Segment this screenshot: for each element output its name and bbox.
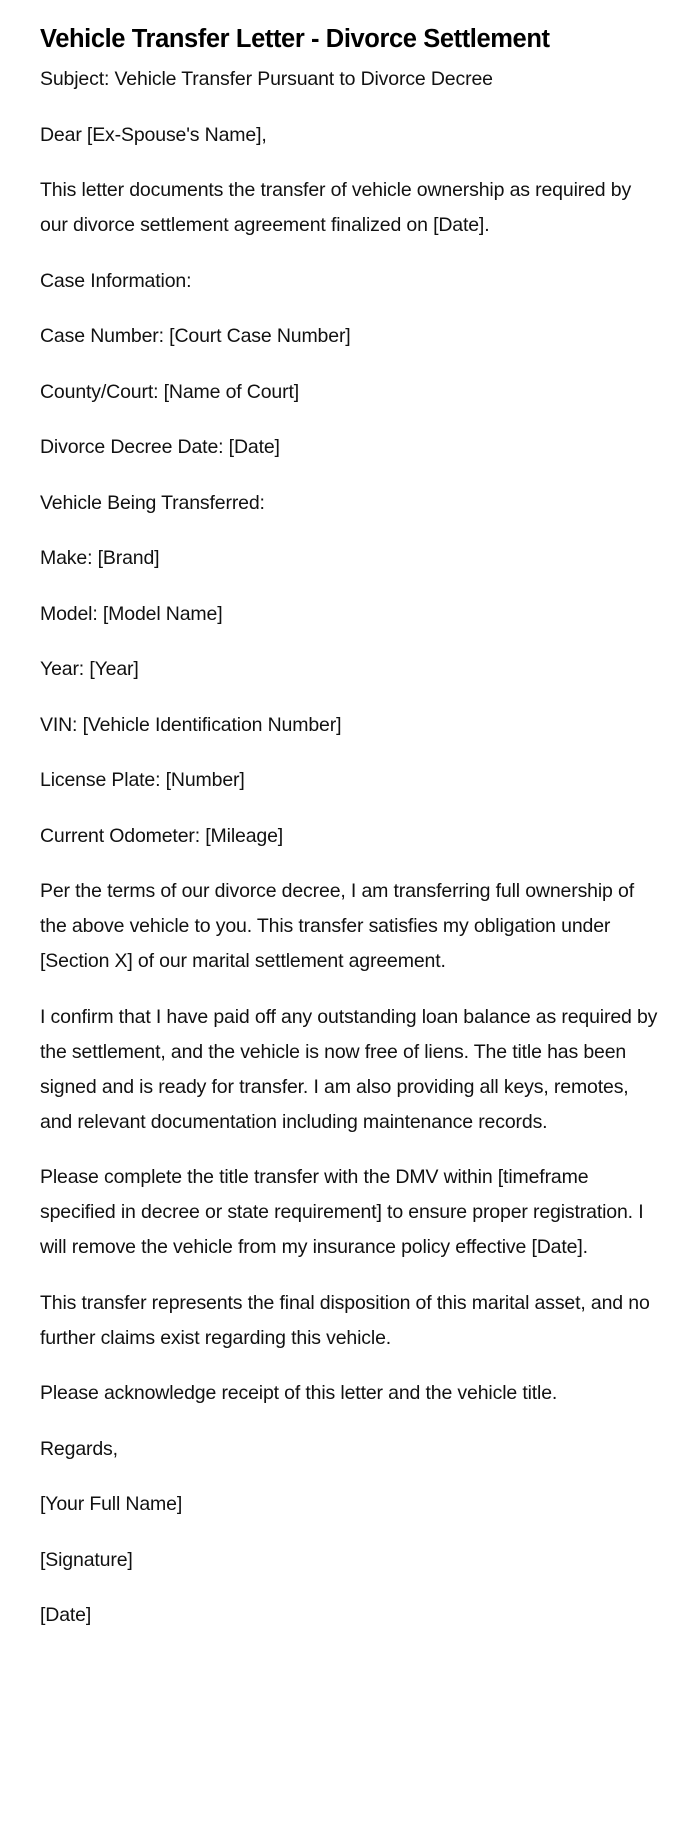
body-paragraph-acknowledge: Please acknowledge receipt of this letter and the vehicle title. (40, 1382, 558, 1404)
intro-paragraph: This letter documents the transfer of vehicle ownership as required by our divorce settlement agreement finalized on [Date]. (40, 179, 632, 236)
case-number: Case Number: [Court Case Number] (40, 325, 351, 347)
document-title: Vehicle Transfer Letter - Divorce Settlement (40, 25, 550, 53)
body-paragraph-dmv: Please complete the title transfer with the DMV within [timeframe specified in decree or state requirement] to ensure proper registration. I will remove the vehicle from my insurance policy effective [Date]. (40, 1166, 644, 1258)
decree-date: Divorce Decree Date: [Date] (40, 436, 280, 458)
vehicle-odometer: Current Odometer: [Mileage] (40, 824, 284, 847)
closing: Regards, (40, 1437, 118, 1460)
vehicle-license-plate: License Plate: [Number] (40, 769, 245, 791)
vehicle-make: Make: [Brand] (40, 547, 160, 569)
vehicle-heading: Vehicle Being Transferred: (40, 491, 265, 514)
date-line: [Date] (40, 1604, 92, 1626)
body-paragraph-final: This transfer represents the final disposition of this marital asset, and no further claims exist regarding this vehicle. (40, 1291, 650, 1349)
body-paragraph-loan: I confirm that I have paid off any outstanding loan balance as required by the settlement, and the vehicle is now free of liens. The title has been signed and is ready for transfer. I am also providing all keys, remotes, and relevant documentation including maintenance records. (40, 1005, 658, 1133)
body-paragraph-transfer: Per the terms of our divorce decree, I am transferring full ownership of the above vehicle to you. This transfer satisfies my obligation under [Section X] of our marital settlement agreement. (40, 880, 634, 972)
subject-line: Subject: Vehicle Transfer Pursuant to Divorce Decree (40, 68, 493, 90)
salutation: Dear [Ex-Spouse's Name], (40, 123, 267, 146)
vehicle-model: Model: [Model Name] (40, 602, 223, 625)
signature-line: [Signature] (40, 1548, 133, 1571)
vehicle-vin: VIN: [Vehicle Identification Number] (40, 713, 342, 736)
county-court: County/Court: [Name of Court] (40, 380, 300, 403)
sender-name: [Your Full Name] (40, 1493, 183, 1515)
vehicle-year: Year: [Year] (40, 658, 139, 680)
case-info-heading: Case Information: (40, 269, 192, 292)
